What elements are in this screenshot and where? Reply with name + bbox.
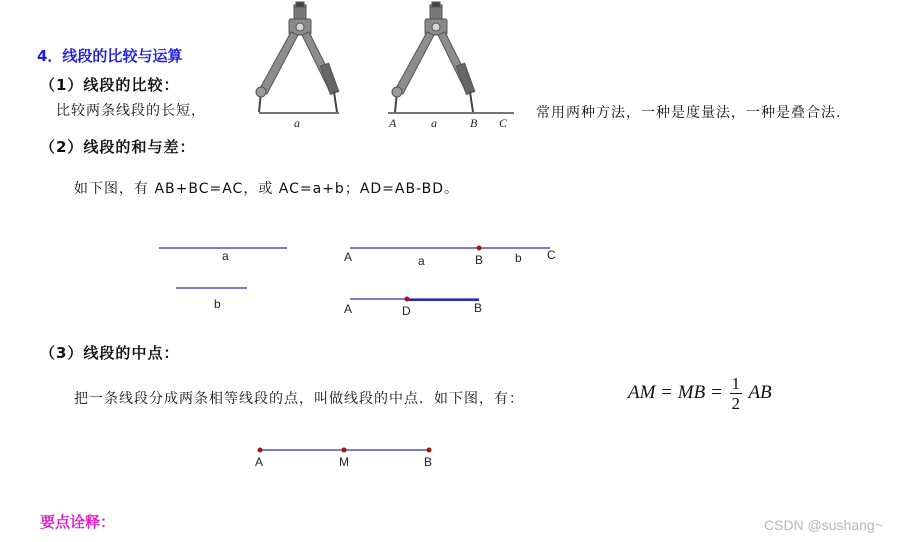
part2-heading: （2）线段的和与差：	[40, 138, 196, 156]
formula-numerator: 1	[731, 374, 741, 393]
notes-heading: 要点诠释：	[40, 513, 116, 531]
formula-denominator: 2	[731, 394, 741, 413]
compass1-label-a: a	[294, 116, 300, 130]
line1-label-A: A	[344, 250, 353, 264]
line1-label-B: B	[475, 253, 484, 267]
compass2-label-C: C	[499, 116, 508, 130]
point-M	[342, 448, 347, 453]
formula-fraction	[730, 374, 743, 413]
point-A-mid	[258, 448, 263, 453]
part1-text-after: 常用两种方法，一种是度量法，一种是叠合法.	[536, 105, 842, 121]
mid-label-A: A	[255, 455, 264, 469]
line2-label-B: B	[474, 301, 483, 315]
point-B-upper	[477, 246, 482, 251]
line1-label-C: C	[547, 248, 556, 262]
watermark: CSDN @sushang~	[764, 517, 883, 533]
mid-label-M: M	[339, 455, 349, 469]
section-title: 4．线段的比较与运算	[37, 47, 183, 65]
midpoint-formula	[628, 374, 772, 413]
line1-label-b: b	[515, 251, 522, 265]
seg-b-label: b	[214, 297, 221, 311]
part3-text: 把一条线段分成两条相等线段的点，叫做线段的中点．如下图，有：	[74, 391, 524, 407]
mid-label-B: B	[424, 455, 433, 469]
line1-label-a: a	[418, 254, 425, 268]
formula-lhs: AM = MB =	[628, 381, 723, 403]
formula-rhs: AB	[748, 381, 772, 403]
part3-heading: （3）线段的中点：	[40, 344, 180, 362]
part1-heading: （1）线段的比较：	[40, 76, 180, 94]
compass2-label-a: a	[431, 116, 437, 130]
line2-label-D: D	[402, 304, 411, 318]
part2-text: 如下图，有 AB+BC=AC，或 AC=a+b；AD=AB-BD。	[74, 181, 460, 197]
point-D	[405, 297, 410, 302]
line2-label-A: A	[344, 302, 353, 316]
seg-a-label: a	[222, 249, 229, 263]
compass2-label-A: A	[389, 116, 397, 130]
part1-text-before: 比较两条线段的长短，	[56, 103, 206, 119]
point-B-mid	[427, 448, 432, 453]
compass2-label-B: B	[470, 116, 478, 130]
